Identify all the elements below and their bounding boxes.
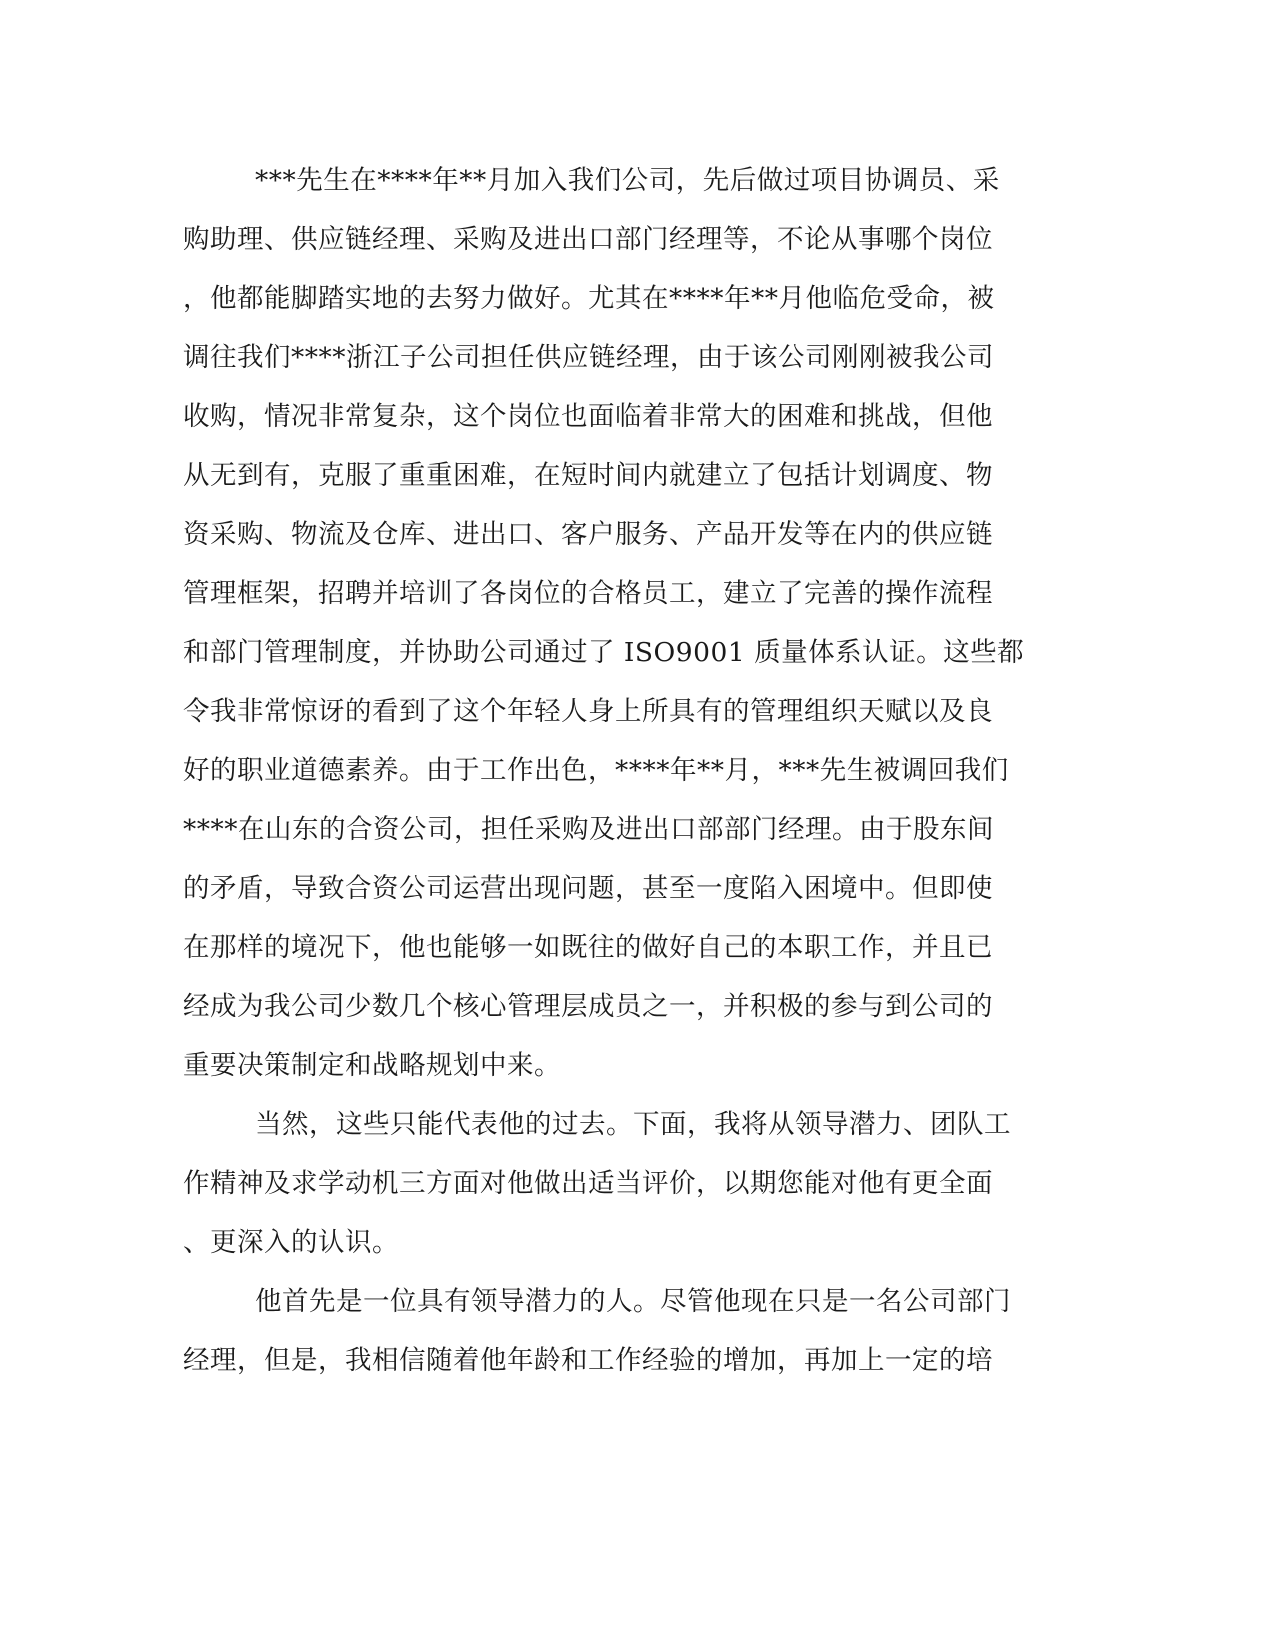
paragraph-1-line-11: 好的职业道德素养。由于工作出色，****年**月，***先生被调回我们 xyxy=(183,755,1009,786)
paragraph-1-line-6: 从无到有，克服了重重困难，在短时间内就建立了包括计划调度、物 xyxy=(183,460,993,491)
paragraph-1-line-7: 资采购、物流及仓库、进出口、客户服务、产品开发等在内的供应链 xyxy=(183,519,993,550)
paragraph-3-line-1: 他首先是一位具有领导潜力的人。尽管他现在只是一名公司部门 xyxy=(255,1286,1011,1317)
paragraph-1-line-2: 购助理、供应链经理、采购及进出口部门经理等，不论从事哪个岗位 xyxy=(183,224,993,255)
paragraph-1-line-4: 调往我们****浙江子公司担任供应链经理，由于该公司刚刚被我公司 xyxy=(183,342,994,373)
paragraph-2-line-3: 、更深入的认识。 xyxy=(183,1227,399,1258)
paragraph-1-line-14: 在那样的境况下，他也能够一如既往的做好自己的本职工作，并且已 xyxy=(183,932,993,963)
paragraph-1-line-5: 收购，情况非常复杂，这个岗位也面临着非常大的困难和挑战，但他 xyxy=(183,401,993,432)
paragraph-2-line-2: 作精神及求学动机三方面对他做出适当评价，以期您能对他有更全面 xyxy=(183,1168,993,1199)
paragraph-1-line-8: 管理框架，招聘并培训了各岗位的合格员工，建立了完善的操作流程 xyxy=(183,578,993,609)
paragraph-2-line-1: 当然，这些只能代表他的过去。下面，我将从领导潜力、团队工 xyxy=(255,1109,1011,1140)
paragraph-1-line-12: ****在山东的合资公司，担任采购及进出口部部门经理。由于股东间 xyxy=(183,814,994,845)
paragraph-1-line-13: 的矛盾，导致合资公司运营出现问题，甚至一度陷入困境中。但即使 xyxy=(183,873,993,904)
paragraph-1-line-10: 令我非常惊讶的看到了这个年轻人身上所具有的管理组织天赋以及良 xyxy=(183,696,993,727)
paragraph-1-line-1: ***先生在****年**月加入我们公司，先后做过项目协调员、采 xyxy=(255,165,1000,196)
paragraph-1-line-16: 重要决策制定和战略规划中来。 xyxy=(183,1050,561,1081)
paragraph-1-line-9: 和部门管理制度，并协助公司通过了 ISO9001 质量体系认证。这些都 xyxy=(183,637,1025,668)
paragraph-1-line-3: ，他都能脚踏实地的去努力做好。尤其在****年**月他临危受命，被 xyxy=(183,283,995,314)
paragraph-1-line-15: 经成为我公司少数几个核心管理层成员之一，并积极的参与到公司的 xyxy=(183,991,993,1022)
paragraph-3-line-2: 经理，但是，我相信随着他年龄和工作经验的增加，再加上一定的培 xyxy=(183,1345,993,1376)
